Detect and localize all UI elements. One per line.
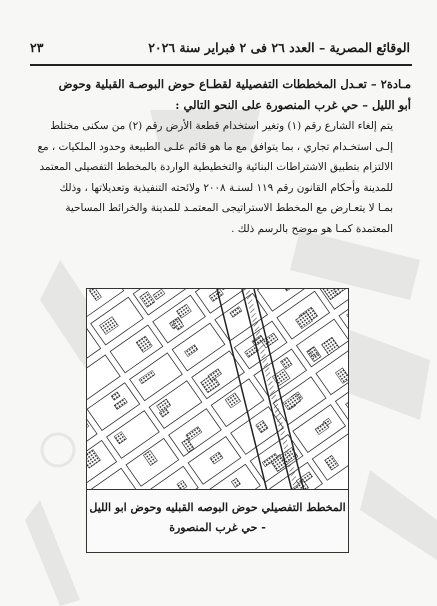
article-line: يتم إلغاء الشارع رقم (١) وتغير استخدام قطعة الأرض رقم (٢) من سكنى مختلط xyxy=(50,120,393,132)
article-line: إلـى استخـدام تجاري ، بما يتوافق مع ما هو قائم علـى الطبيعة وحدود الملكيات ، مع xyxy=(37,140,393,153)
map-caption-line2: - حي غرب المنصورة xyxy=(169,521,266,534)
article-line: للمدينة وأحكام القانون رقم ١١٩ لسنـة ٢٠٠٨ ولائحته التنفيذية وتعديلاتها ، وذلك xyxy=(59,181,393,194)
article-label: مـادة٢ – xyxy=(370,77,411,91)
article-line: المعتمدة كمـا هو موضح بالرسم ذلك . xyxy=(231,222,393,235)
map-drawing xyxy=(87,289,348,491)
page-number: ٢٣ xyxy=(30,40,44,55)
planning-map xyxy=(86,288,349,553)
header-rule xyxy=(30,64,412,66)
header-title: الوقائع المصرية – العدد ٢٦ فى ٢ فبراير سنة ٢٠٢٦ xyxy=(148,40,410,55)
article-line: بمـا لا يتعـارض مع المخطط الاستراتيجى المعتمـد للمدينة والخرائط المساحية xyxy=(65,202,393,214)
article-heading-continued: أبو الليل – حي غرب المنصورة على النحو التالي : xyxy=(175,98,411,112)
article-paragraph xyxy=(23,116,411,239)
map-caption-line1: المخطط التفصيلي حوض البوصه القبليه وحوض ابو الليل xyxy=(89,501,346,514)
page-header xyxy=(30,40,410,62)
map-caption xyxy=(87,489,348,552)
article-heading-text: تعـدل المخططات التفصيلية لقطـاع حوض البوصـة القبلية وحوض xyxy=(58,77,367,91)
article-line: الالتزام بتطبيق الاشتراطات البنائية والتخطيطية الواردة بالمخطط التفصيلى المعتمد xyxy=(39,161,393,173)
article-body xyxy=(23,74,411,239)
article-heading xyxy=(23,74,411,95)
